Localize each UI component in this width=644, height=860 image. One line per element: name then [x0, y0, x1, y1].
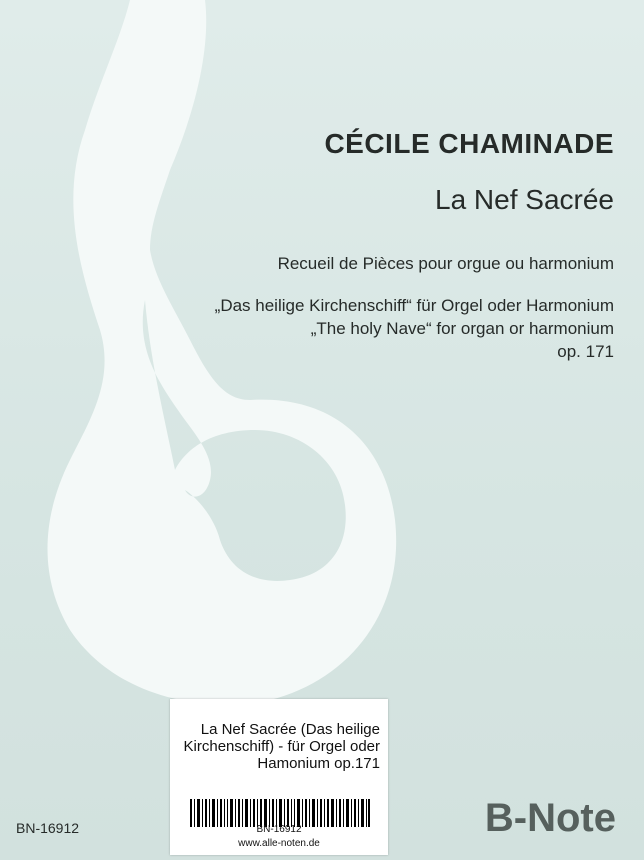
work-title: La Nef Sacrée: [435, 184, 614, 215]
work-subtitle: Recueil de Pièces pour orgue ou harmonium: [277, 254, 614, 273]
sticker-text: La Nef Sacrée (Das heilige Kirchenschiff) - für Orgel oder Hamonium op.171: [183, 721, 380, 772]
opus-number: op. 171: [557, 342, 614, 361]
shop-url: www.alle-noten.de: [238, 838, 320, 849]
catalog-number: BN-16912: [16, 820, 80, 836]
product-sticker: [170, 699, 388, 855]
barcode-icon: [190, 799, 370, 827]
english-title-line: „The holy Nave“ for organ or harmonium: [310, 319, 614, 338]
german-title-line: „Das heilige Kirchenschiff“ für Orgel oder Harmonium: [214, 296, 614, 315]
composer-name: CÉCILE CHAMINADE: [324, 128, 614, 159]
publisher-logo: B-Note: [484, 796, 616, 840]
barcode-number: BN-16912: [256, 824, 302, 835]
